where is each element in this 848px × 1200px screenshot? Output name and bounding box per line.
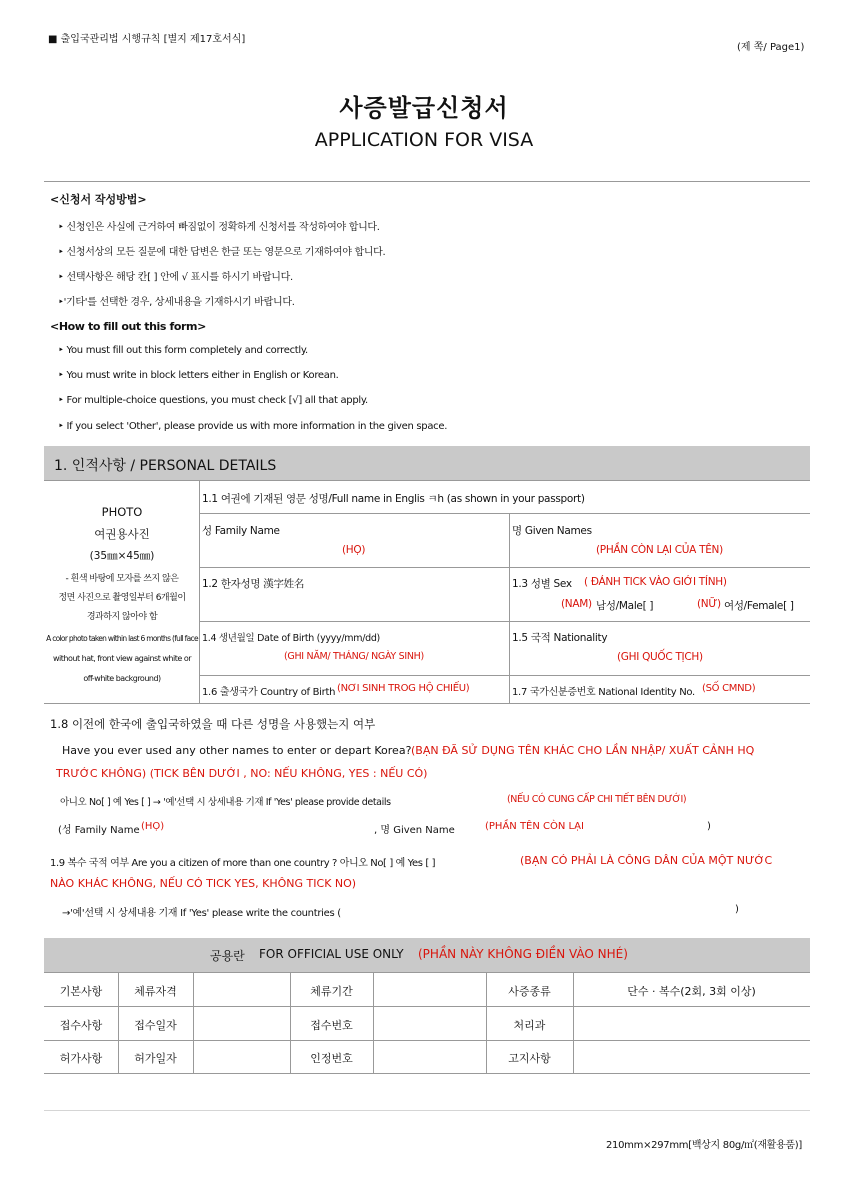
instruction-en-item: ‣ If you select 'Other', please provide us with more information in the given space. bbox=[58, 421, 448, 432]
instruction-en-item: ‣ For multiple-choice questions, you must check [√] all that apply. bbox=[58, 395, 368, 406]
field-1-3-label: 1.3 성별 Sex bbox=[512, 578, 572, 590]
instruction-en-item: ‣ You must write in block letters either in English or Korean. bbox=[58, 370, 339, 381]
family-name-hint: (HỌ) bbox=[342, 544, 366, 556]
field-1-7-label: 1.7 국가신분증번호 National Identity No. bbox=[512, 687, 695, 698]
field-1-4-hint: (GHI NĂM/ THÁNG/ NGÀY SINH) bbox=[284, 651, 424, 662]
photo-size: (35㎜×45㎜) bbox=[89, 550, 155, 562]
grid-line bbox=[44, 480, 810, 481]
instructions-en-heading: <How to fill out this form> bbox=[50, 320, 206, 333]
title-korean: 사증발급신청서 bbox=[339, 94, 509, 122]
official-cell: 체류자격 bbox=[134, 985, 177, 998]
official-cell: 단수 · 복수(2회, 3회 이상) bbox=[627, 985, 756, 998]
question-1-9-close: ) bbox=[735, 904, 739, 915]
official-use-title-ko: 공용란 bbox=[210, 949, 245, 963]
official-cell: 사증종류 bbox=[508, 985, 551, 998]
form-reference: ■ 출입국관리법 시행규칙 [별지 제17호서식] bbox=[48, 34, 246, 45]
field-1-6-hint: (NƠI SINH TROG HỘ CHIẾU) bbox=[337, 683, 470, 694]
instruction-en-item: ‣ You must fill out this form completely and correctly. bbox=[58, 345, 308, 356]
given-names-label: 명 Given Names bbox=[512, 525, 592, 537]
official-cell: 허가일자 bbox=[134, 1052, 177, 1065]
field-1-6-label: 1.6 출생국가 Country of Birth bbox=[202, 687, 336, 698]
official-cell: 체류기간 bbox=[310, 985, 353, 998]
grid-line bbox=[373, 972, 374, 1073]
question-1-9-hint: (BẠN CÓ PHẢI LÀ CÔNG DÂN CỦA MỘT NƯỚC bbox=[520, 854, 773, 867]
grid-line bbox=[199, 621, 810, 622]
question-1-9-countries: →'예'선택 시 상세내용 기재 If 'Yes' please write the countries ( bbox=[62, 908, 341, 919]
field-1-3-hint: ( ĐÁNH TICK VÀO GIỚI TÍNH) bbox=[584, 576, 727, 588]
photo-ko: 여권용사진 bbox=[94, 527, 150, 541]
field-1-7-hint: (SỐ CMND) bbox=[702, 683, 756, 694]
section-personal-details-title: 1. 인적사항 / PERSONAL DETAILS bbox=[54, 458, 277, 474]
grid-line bbox=[193, 972, 194, 1073]
photo-note-ko: - 흰색 바탕에 모자를 쓰지 않은 bbox=[65, 574, 179, 584]
grid-line bbox=[44, 1073, 810, 1074]
question-1-8-close: ) bbox=[707, 821, 711, 832]
page-label: (제 쪽/ Page1) bbox=[737, 42, 805, 53]
photo-title: PHOTO bbox=[101, 505, 143, 519]
photo-note-en: off-white background) bbox=[83, 674, 161, 683]
question-1-9-text[interactable]: 1.9 복수 국적 여부 Are you a citizen of more than one country ? 아니오 No[ ] 예 Yes [ ] bbox=[50, 858, 436, 869]
field-1-1-label: 1.1 여권에 기재된 영문 성명/Full name in Englis ㅋh (as shown in your passport) bbox=[202, 493, 585, 505]
grid-line bbox=[199, 567, 810, 568]
official-use-title-hint: (PHẦN NÀY KHÔNG ĐIỀN VÀO NHÉ) bbox=[418, 947, 628, 961]
grid-line bbox=[199, 675, 810, 676]
instruction-ko-item: ‣ 신청인은 사실에 근거하여 빠짐없이 정확하게 신청서를 작성하여야 합니다. bbox=[58, 222, 380, 233]
official-use-title-en: FOR OFFICIAL USE ONLY bbox=[259, 947, 404, 961]
instruction-ko-item: ‣ 신청서상의 모든 질문에 대한 답변은 한글 또는 영문으로 기재하여야 합니다. bbox=[58, 247, 386, 258]
official-cell: 처리과 bbox=[513, 1019, 546, 1032]
official-cell: 인정번호 bbox=[310, 1052, 353, 1065]
paper-spec: 210mm×297mm[백상지 80g/㎡(재활용품)] bbox=[606, 1140, 802, 1151]
official-cell: 허가사항 bbox=[59, 1052, 103, 1065]
question-1-8-given-label: , 명 Given Name bbox=[374, 825, 455, 836]
grid-line bbox=[44, 1006, 810, 1007]
official-cell: 접수번호 bbox=[310, 1019, 353, 1032]
footer-divider bbox=[44, 1110, 810, 1111]
photo-note-en: without hat, front view against white or bbox=[53, 654, 191, 663]
instruction-ko-item: ‣'기타'를 선택한 경우, 상세내용을 기재하시기 바랍니다. bbox=[58, 297, 295, 308]
field-1-2-label: 1.2 한자성명 漢字姓名 bbox=[202, 578, 305, 590]
male-checkbox[interactable]: 남성/Male[ ] bbox=[596, 600, 654, 612]
given-names-hint: (PHẦN CÒN LẠI CỦA TÊN) bbox=[596, 544, 723, 556]
official-cell: 고지사항 bbox=[508, 1052, 551, 1065]
photo-note-ko: 경과하지 않아야 함 bbox=[86, 612, 158, 622]
grid-line bbox=[44, 972, 810, 973]
title-divider bbox=[44, 181, 810, 182]
question-1-8-family-hint: (HỌ) bbox=[141, 821, 165, 832]
question-1-9-hint: NÀO KHÁC KHÔNG, NẾU CÓ TICK YES, KHÔNG TICK NO) bbox=[50, 877, 357, 890]
official-cell: 접수사항 bbox=[59, 1019, 103, 1032]
female-hint: (NỮ) bbox=[697, 598, 721, 610]
photo-note-en: A color photo taken within last 6 months (full face bbox=[46, 634, 198, 643]
grid-line bbox=[199, 513, 810, 514]
question-1-8-en: Have you ever used any other names to enter or depart Korea? bbox=[62, 744, 412, 757]
photo-note-ko: 정면 사진으로 촬영일부터 6개월이 bbox=[58, 593, 186, 603]
field-1-5-hint: (GHI QUỐC TỊCH) bbox=[617, 651, 703, 663]
female-checkbox[interactable]: 여성/Female[ ] bbox=[724, 600, 794, 612]
official-cell: 접수일자 bbox=[134, 1019, 177, 1032]
instructions-ko-heading: <신청서 작성방법> bbox=[50, 193, 147, 206]
instruction-ko-item: ‣ 선택사항은 해당 칸[ ] 안에 √ 표시를 하시기 바랍니다. bbox=[58, 272, 293, 283]
field-1-4-label: 1.4 생년월일 Date of Birth (yyyy/mm/dd) bbox=[202, 633, 380, 644]
question-1-8-given-hint: (PHẦN TÊN CÒN LẠI bbox=[485, 821, 584, 832]
question-1-8-hint: TRƯỚC KHÔNG) (TICK BÊN DƯỚI , NO: NẾU KHÔNG, YES : NẾU CÓ) bbox=[56, 767, 428, 780]
family-name-label: 성 Family Name bbox=[202, 525, 280, 537]
title-english: APPLICATION FOR VISA bbox=[314, 129, 534, 151]
question-1-8-options-hint: (NẾU CÓ CUNG CẤP CHI TIẾT BÊN DƯỚI) bbox=[507, 794, 687, 805]
official-cell: 기본사항 bbox=[59, 985, 103, 998]
question-1-8-options[interactable]: 아니오 No[ ] 예 Yes [ ] → '예'선택 시 상세내용 기재 If 'Yes' please provide details bbox=[60, 797, 391, 808]
male-hint: (NAM) bbox=[561, 598, 592, 610]
question-1-8-hint: (BẠN ĐÃ SỬ DỤNG TÊN KHÁC CHO LẦN NHẬP/ XUẤT CẢNH HQ bbox=[411, 744, 755, 757]
question-1-8-family-label: (성 Family Name bbox=[58, 825, 140, 836]
grid-line bbox=[44, 1040, 810, 1041]
question-1-8-ko: 1.8 이전에 한국에 출입국하였을 때 다른 성명을 사용했는지 여부 bbox=[50, 717, 376, 731]
grid-line bbox=[44, 703, 810, 704]
field-1-5-label: 1.5 국적 Nationality bbox=[512, 632, 608, 644]
